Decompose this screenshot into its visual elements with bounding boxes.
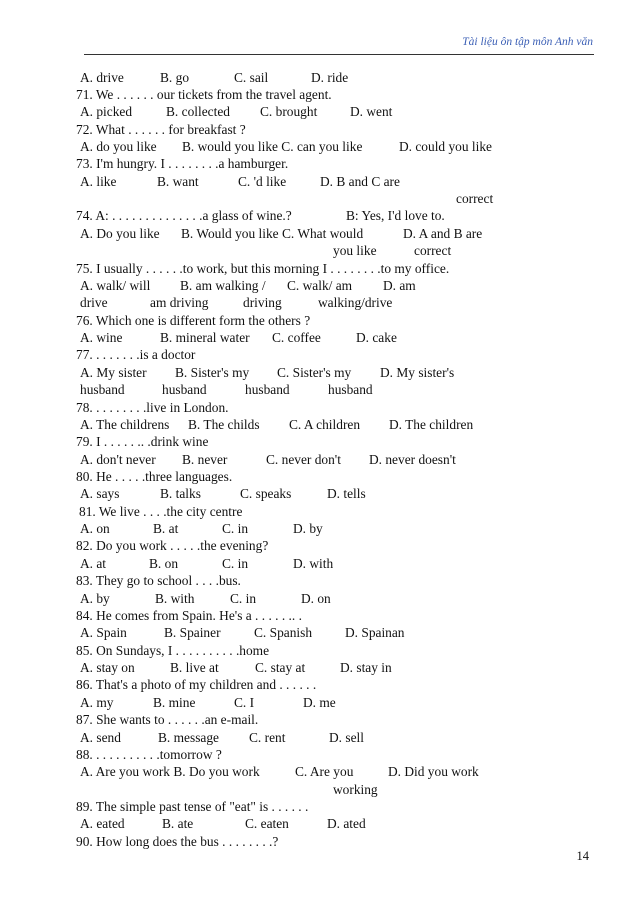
answer-option: drive (80, 295, 108, 311)
answer-option: D. stay in (340, 660, 392, 676)
question-text: 78. . . . . . . . .live in London. (76, 399, 229, 415)
question-text: 71. We . . . . . . our tickets from the travel agent. (76, 86, 332, 102)
answer-option: correct (414, 243, 452, 259)
answer-option: A. stay on (80, 660, 135, 676)
answer-option: D. The children (389, 416, 474, 432)
answer-option: C. Sister's my (277, 364, 352, 380)
answer-option: C. in (222, 555, 249, 571)
answer-option: D. sell (329, 729, 364, 745)
question-text: 83. They go to school . . . .bus. (76, 573, 241, 589)
answer-option: D. could you like (399, 138, 492, 154)
question-text: 90. How long does the bus . . . . . . . .? (76, 833, 279, 849)
answer-option: A. The childrens (80, 416, 170, 432)
question-text: 80. He . . . . .three languages. (76, 469, 233, 484)
answer-option: C. in (230, 590, 257, 606)
answer-option: C. Spanish (254, 625, 313, 641)
answer-option: B. with (155, 590, 195, 606)
question-text: 77. . . . . . . .is a doctor (76, 347, 196, 363)
answer-option: D. ride (311, 69, 349, 85)
answer-option: C. speaks (240, 486, 292, 502)
question-text: 81. We live . . . .the city centre (79, 503, 243, 519)
answer-option: A. Are you work B. Do you work (80, 764, 260, 780)
answer-option: B. The childs (188, 416, 260, 432)
answer-option: B: Yes, I'd love to. (346, 208, 445, 224)
answer-option: C. never don't (266, 451, 341, 467)
answer-option: C. rent (249, 729, 286, 745)
answer-option: A. at (80, 555, 107, 571)
answer-option: husband (328, 382, 373, 398)
answer-option: husband (245, 382, 290, 398)
answer-option: B. collected (166, 104, 230, 120)
answer-option: B. Spainer (164, 625, 221, 641)
answer-option: B. would you like C. can you like (182, 138, 363, 154)
answer-option: D. My sister's (380, 364, 455, 380)
answer-option: C. sail (234, 69, 269, 85)
answer-option: D. am (383, 277, 416, 293)
answer-option: working (333, 781, 378, 797)
question-text: 85. On Sundays, I . . . . . . . . . .home (76, 642, 270, 658)
answer-option: A. walk/ will (80, 277, 151, 293)
answer-option: A. send (80, 729, 121, 745)
answer-option: B. never (182, 451, 228, 467)
answer-option: C. A children (289, 416, 361, 432)
question-text: 88. . . . . . . . . . .tomorrow ? (76, 746, 222, 762)
answer-option: D. A and B are (403, 225, 483, 241)
question-text: 82. Do you work . . . . .the evening? (76, 538, 269, 554)
document-header-title: Tài liệu ôn tập môn Anh văn (462, 36, 593, 48)
answer-option: C. brought (260, 104, 318, 120)
answer-option: D. Spainan (345, 625, 405, 641)
answer-option: D. with (293, 555, 334, 571)
answer-option: A. don't never (80, 451, 156, 467)
header-divider (84, 54, 594, 55)
page-number: 14 (576, 849, 589, 863)
answer-option: B. message (158, 729, 219, 745)
answer-option: B. mine (153, 694, 196, 710)
answer-option: B. ate (162, 816, 194, 832)
answer-option: B. go (160, 69, 190, 85)
answer-option: husband (80, 382, 125, 398)
answer-option: C. in (222, 521, 249, 537)
answer-option: D. me (303, 694, 336, 710)
answer-option: driving (243, 295, 282, 311)
question-text: 86. That's a photo of my children and . . . . . . (76, 677, 317, 693)
question-text: 87. She wants to . . . . . .an e-mail. (76, 712, 259, 728)
answer-option: A. My sister (80, 364, 147, 380)
answer-option: D. B and C are (320, 173, 400, 189)
answer-option: A. on (80, 521, 110, 537)
question-text: 79. I . . . . . .. .drink wine (76, 434, 209, 450)
answer-option: C. stay at (255, 660, 306, 676)
answer-option: B. at (153, 521, 179, 537)
answer-option: husband (162, 382, 207, 398)
answer-option: walking/drive (318, 295, 393, 311)
answer-option: C. 'd like (238, 173, 287, 189)
answer-option: A. by (80, 590, 110, 606)
answer-option: A. eated (80, 816, 125, 832)
question-text: 75. I usually . . . . . .to work, but this morning I . . . . . . . .to my office. (76, 260, 450, 276)
answer-option: C. coffee (272, 330, 321, 346)
answer-option: B. Would you like C. What would (181, 225, 364, 241)
answer-option: D. Did you work (388, 764, 479, 780)
answer-option: B. on (149, 555, 179, 571)
answer-option: B. want (157, 173, 199, 189)
answer-option: C. walk/ am (287, 277, 353, 293)
answer-option: A. Spain (80, 625, 127, 641)
question-text: 74. A: . . . . . . . . . . . . . .a glass of wine.? (76, 208, 292, 224)
answer-option: D. went (350, 104, 393, 120)
question-text: 73. I'm hungry. I . . . . . . . .a hamburger. (76, 156, 289, 172)
answer-option: B. mineral water (160, 330, 250, 346)
answer-option: you like (333, 243, 377, 259)
answer-option: A. wine (80, 330, 123, 346)
answer-option: B. am walking / (180, 277, 266, 293)
answer-option: A. picked (80, 104, 133, 120)
answer-option: D. tells (327, 486, 366, 502)
answer-option: B. talks (160, 486, 201, 502)
answer-option: D. ated (327, 816, 366, 832)
question-text: 89. The simple past tense of "eat" is . . . . . . (76, 799, 309, 815)
answer-option: correct (456, 191, 494, 207)
answer-option: A. do you like (80, 138, 157, 154)
answer-option: A. Do you like (80, 225, 160, 241)
answer-option: B. live at (170, 660, 219, 676)
answer-option: D. on (301, 590, 331, 606)
answer-option: A. drive (80, 69, 124, 85)
answer-option: C. I (234, 694, 255, 710)
answer-option: D. by (293, 521, 323, 537)
question-text: 76. Which one is different form the others ? (76, 312, 311, 328)
answer-option: C. Are you (295, 764, 354, 780)
answer-option: D. cake (356, 330, 397, 346)
answer-option: A. my (80, 694, 114, 710)
answer-option: D. never doesn't (369, 451, 456, 467)
answer-option: am driving (150, 295, 209, 311)
answer-option: A. says (80, 486, 120, 502)
question-text: 84. He comes from Spain. He's a . . . . . .. . (76, 607, 302, 623)
question-text: 72. What . . . . . . for breakfast ? (76, 121, 246, 137)
answer-option: B. Sister's my (175, 364, 250, 380)
answer-option: C. eaten (245, 816, 289, 832)
answer-option: A. like (80, 173, 117, 189)
